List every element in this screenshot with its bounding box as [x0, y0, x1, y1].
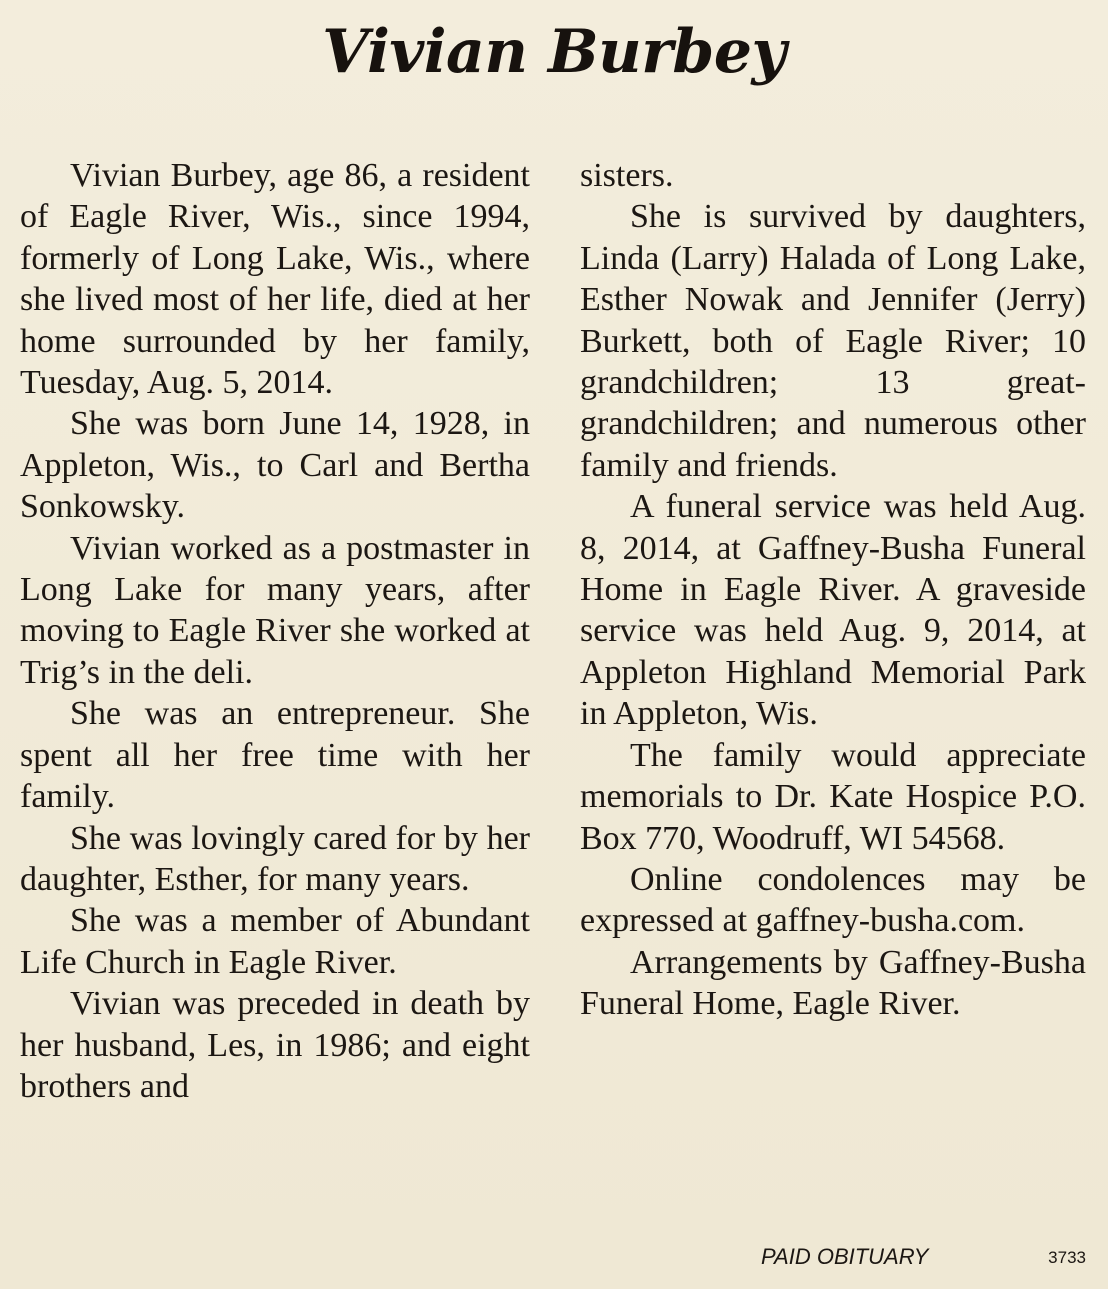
paragraph: She was an entrepreneur. She spent all her free time with her family.	[20, 695, 530, 816]
paragraph: Vivian was preceded in death by her husband, Les, in 1986; and eight brothers and	[20, 985, 530, 1105]
right-column	[580, 155, 1086, 1025]
paragraph: She is survived by daughters, Linda (Larry) Halada of Long Lake, Esther Nowak and Jennifer (Jerry) Burkett, both of Eagle River; 10 grandchildren; 13 great-grandchildren; and numerous other family and friends.	[580, 198, 1086, 484]
paragraph: Online condolences may be expressed at gaffney-busha.com.	[580, 860, 1086, 940]
paragraph: Vivian Burbey, age 86, a resident of Eagle River, Wis., since 1994, formerly of Long Lake, Wis., where she lived most of her life, died at her home surrounded by her family, Tuesday, Aug. 5, 2014.	[20, 157, 530, 402]
obituary-title: Vivian Burbey	[322, 17, 786, 87]
paragraph: A funeral service was held Aug. 8, 2014, at Gaffney-Busha Funeral Home in Eagle River. A graveside service was held Aug. 9, 2014, at Appleton Highland Memorial Park in Appleton, Wis.	[580, 488, 1086, 733]
obituary-footer	[580, 1242, 1086, 1272]
paragraph: She was a member of Abundant Life Church in Eagle River.	[20, 902, 530, 981]
paragraph: She was born June 14, 1928, in Appleton, Wis., to Carl and Bertha Sonkowsky.	[20, 405, 530, 526]
ad-number: 3733	[1048, 1248, 1086, 1267]
left-column	[20, 155, 530, 1107]
paragraph-continuation: sisters.	[580, 157, 674, 194]
paragraph: The family would appreciate memorials to Dr. Kate Hospice P.O. Box 770, Woodruff, WI 54568.	[580, 736, 1086, 857]
paragraph: Vivian worked as a postmaster in Long Lake for many years, after moving to Eagle River she worked at Trig’s in the deli.	[20, 529, 530, 691]
paid-obituary-label: PAID OBITUARY	[761, 1244, 929, 1269]
paragraph: She was lovingly cared for by her daughter, Esther, for many years.	[20, 819, 530, 898]
paragraph: Arrangements by Gaffney-Busha Funeral Home, Eagle River.	[580, 943, 1086, 1023]
